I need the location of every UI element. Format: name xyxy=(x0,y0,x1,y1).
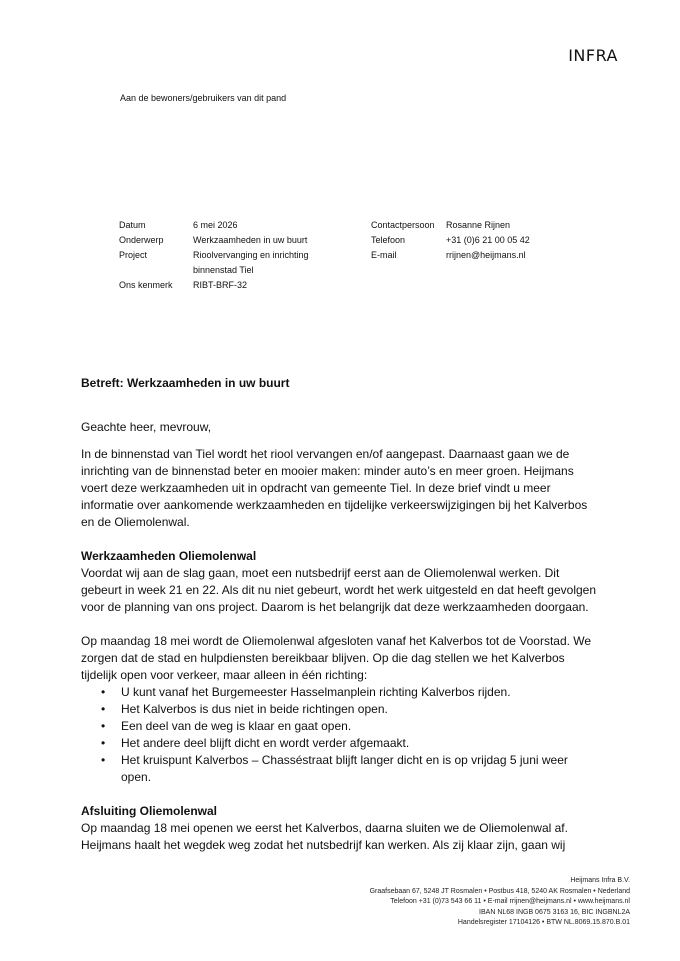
bullet-list xyxy=(81,684,601,786)
section-heading-closure: Afsluiting Oliemolenwal xyxy=(81,804,218,818)
meta-key: Project xyxy=(119,250,148,260)
bullet-icon: • xyxy=(101,685,106,699)
meta-key: Ons kenmerk xyxy=(119,280,173,290)
meta-row-date xyxy=(119,218,333,233)
meta-value: +31 (0)6 21 00 05 42 xyxy=(446,235,530,245)
meta-value: rrijnen@heijmans.nl xyxy=(446,250,526,260)
meta-key: E-mail xyxy=(371,250,397,260)
meta-row-reference xyxy=(119,278,333,293)
meta-row-subject xyxy=(119,233,333,248)
meta-row-project xyxy=(119,248,333,278)
meta-value: Rosanne Rijnen xyxy=(446,220,511,230)
intro-paragraph: In de binnenstad van Tiel wordt het riool vervangen en/of aangepast. Daarnaast gaan we de inrichting van de binnenstad beter en mooier maken: minder auto’s en meer groen. Heijmans voert deze werkzaamheden uit in opdracht van gemeente Tiel. In deze brief vindt u meer informatie over aankomende werkzaamheden en tijdelijke verkeerswijzigingen bij het Kalverbos en de Oliemolenwal. xyxy=(81,447,588,529)
addressee: Aan de bewoners/gebruikers van dit pand xyxy=(120,93,287,103)
meta-row-contact xyxy=(371,218,530,233)
list-item: • Het kruispunt Kalverbos – Chasséstraat blijft langer dicht en is op vrijdag 5 juni weer open. xyxy=(101,753,568,784)
meta-key: Telefoon xyxy=(371,235,406,245)
footer-company: Heijmans Infra B.V. xyxy=(570,877,630,884)
letter-footer xyxy=(370,876,630,929)
meta-value: RIBT-BRF-32 xyxy=(193,280,248,290)
meta-value: Rioolvervanging en inrichting binnenstad Tiel xyxy=(193,250,309,275)
list-item: • U kunt vanaf het Burgemeester Hasselmanplein richting Kalverbos rijden. xyxy=(101,685,511,699)
subject-line: Betreft: Werkzaamheden in uw buurt xyxy=(81,376,290,390)
paragraph: Op maandag 18 mei openen we eerst het Kalverbos, daarna sluiten we de Oliemolenwal af. Heijmans haalt het wegdek weg zodat het nutsbedrijf kan werken. Als zij klaar zijn, gaan wij xyxy=(81,821,568,852)
meta-left xyxy=(119,218,333,293)
paragraph: Op maandag 18 mei wordt de Oliemolenwal afgesloten vanaf het Kalverbos tot de Voorstad. We zorgen dat de stad en hulpdiensten bereikbaar blijven. Op die dag stellen we het Kalverbos tijdelijk open voor verkeer, maar alleen in één richting: xyxy=(81,634,592,682)
bullet-icon: • xyxy=(101,702,106,716)
list-item: • Het Kalverbos is dus niet in beide richtingen open. xyxy=(101,702,388,716)
footer-bank: IBAN NL68 INGB 0675 3163 16, BIC INGBNL2A xyxy=(479,908,630,916)
bullet-icon: • xyxy=(101,736,106,750)
footer-address: Graafsebaan 67, 5248 JT Rosmalen • Postbus 418, 5240 AK Rosmalen • Nederland xyxy=(369,887,630,895)
footer-contact: Telefoon +31 (0)73 543 66 11 • E-mail rrijnen@heijmans.nl • www.heijmans.nl xyxy=(390,898,630,905)
meta-key: Datum xyxy=(119,220,146,230)
meta-value: Werkzaamheden in uw buurt xyxy=(193,235,308,245)
meta-row-email xyxy=(371,248,530,263)
meta-right xyxy=(371,218,530,263)
salutation: Geachte heer, mevrouw, xyxy=(81,420,212,434)
brand-logo: INFRA xyxy=(568,46,618,65)
bullet-icon: • xyxy=(101,719,106,733)
meta-row-phone xyxy=(371,233,530,248)
bullet-icon: • xyxy=(101,753,106,767)
meta-key: Contactpersoon xyxy=(371,220,435,230)
paragraph: Voordat wij aan de slag gaan, moet een nutsbedrijf eerst aan de Oliemolenwal werken. Dit gebeurt in week 21 en 22. Als dit nu niet gebeurt, wordt het werk uitgesteld en dat heeft gevolgen voor de planning van ons project. Daarom is het belangrijk dat deze werkzaamheden doorgaan. xyxy=(81,566,597,614)
footer-registry: Handelsregister 17104126 • BTW NL.8069.15.870.B.01 xyxy=(457,919,630,926)
meta-value: 6 mei 2026 xyxy=(193,220,238,230)
meta-key: Onderwerp xyxy=(119,235,164,245)
list-item: • Een deel van de weg is klaar en gaat open. xyxy=(101,719,352,733)
section-heading-works: Werkzaamheden Oliemolenwal xyxy=(81,549,257,563)
letter-body xyxy=(81,375,601,854)
list-item: • Het andere deel blijft dicht en wordt verder afgemaakt. xyxy=(101,736,410,750)
